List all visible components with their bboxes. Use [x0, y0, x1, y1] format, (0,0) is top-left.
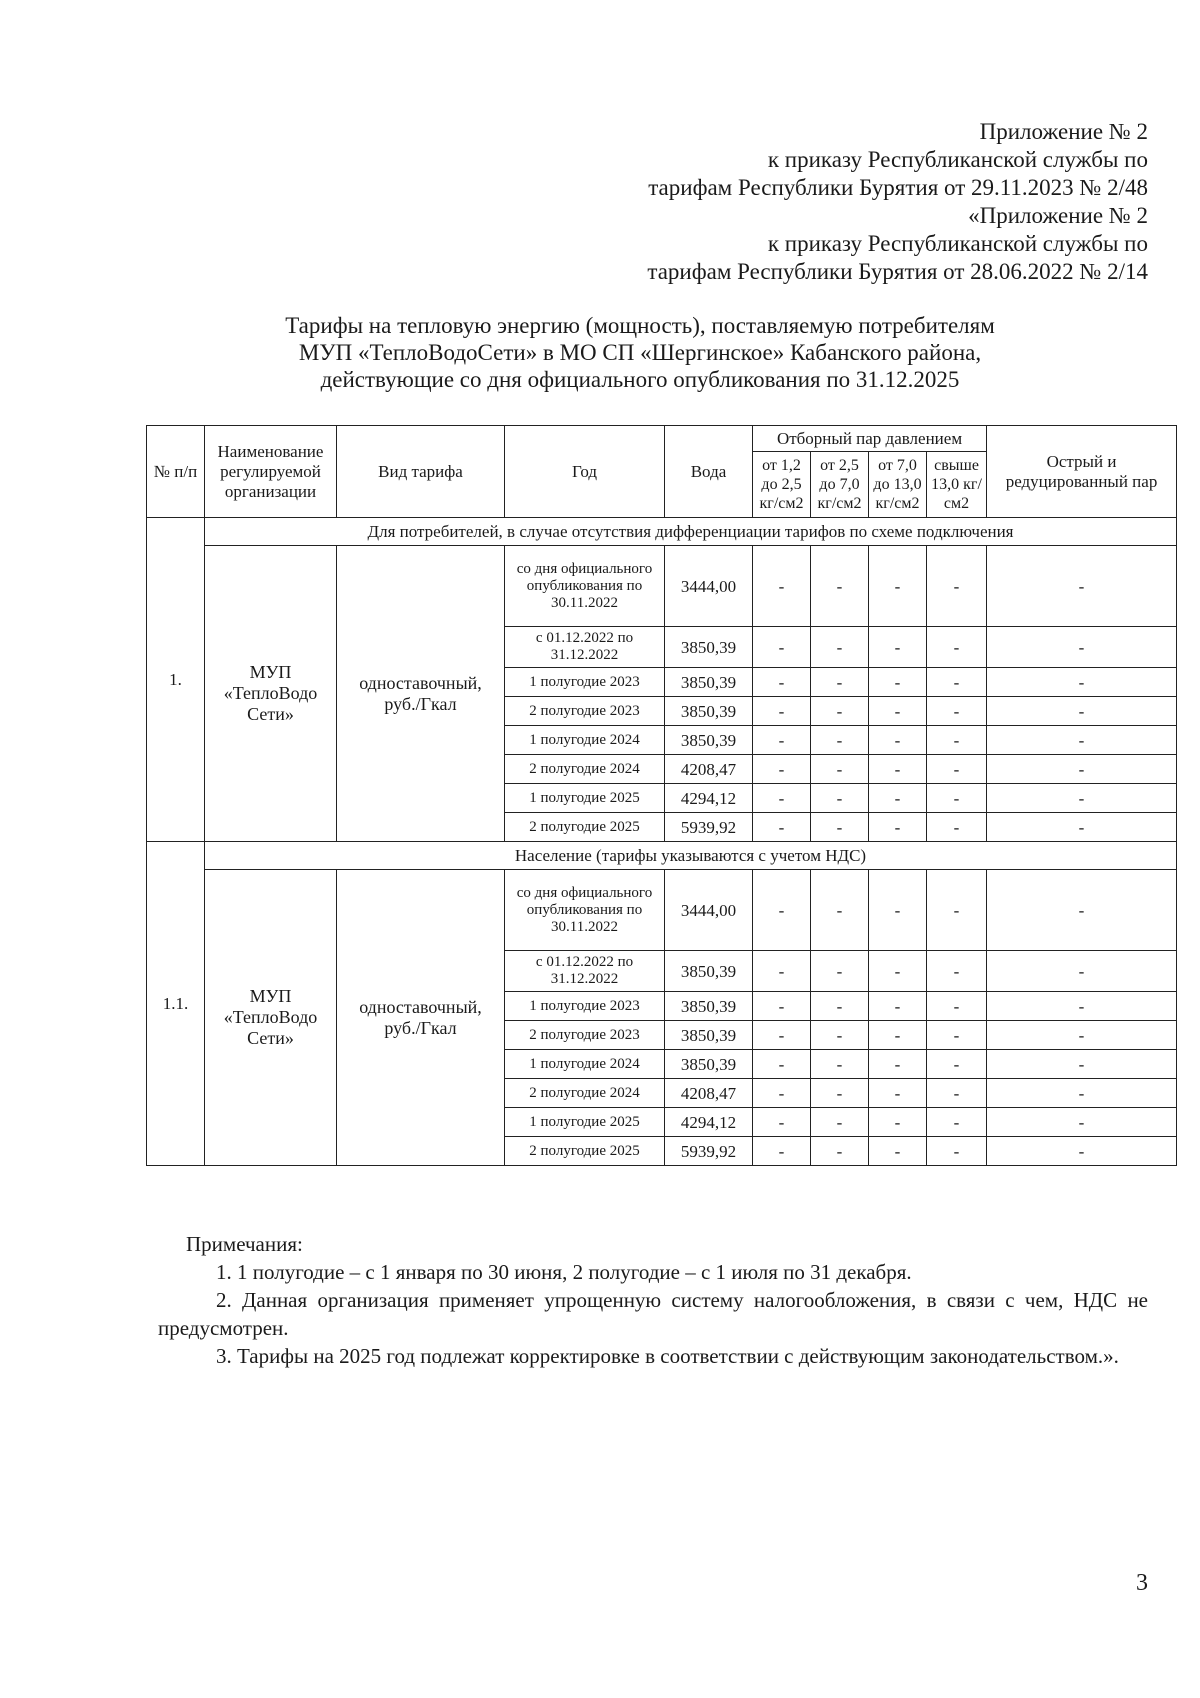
header-water: Вода: [665, 426, 753, 518]
header-line: тарифам Республики Бурятия от 29.11.2023 № 2/48: [648, 175, 1148, 200]
steam-3-value: -: [869, 784, 927, 813]
steam-2-value: -: [811, 870, 869, 951]
sharp-steam-value: -: [987, 1108, 1177, 1137]
steam-3-value: -: [869, 1079, 927, 1108]
steam-1-value: -: [753, 1021, 811, 1050]
document-title: [140, 312, 1140, 393]
note-item: 2. Данная организация применяет упрощенную систему налогообложения, в связи с чем, НДС не предусмотрен.: [158, 1288, 1148, 1340]
steam-1-value: -: [753, 726, 811, 755]
title-line: МУП «ТеплоВодоСети» в МО СП «Шергинское» Кабанского района,: [298, 340, 982, 365]
steam-4-value: -: [927, 1108, 987, 1137]
steam-1-value: -: [753, 755, 811, 784]
steam-4-value: -: [927, 1079, 987, 1108]
year-cell: 1 полугодие 2023: [505, 992, 665, 1021]
steam-3-value: -: [869, 992, 927, 1021]
steam-2-value: -: [811, 1079, 869, 1108]
steam-2-value: -: [811, 668, 869, 697]
table-row: [147, 546, 1177, 627]
steam-3-value: -: [869, 813, 927, 842]
year-cell: со дня официального опубликования по 30.11.2022: [505, 870, 665, 951]
row-number: 1.: [147, 518, 205, 842]
sharp-steam-value: -: [987, 813, 1177, 842]
year-cell: 2 полугодие 2024: [505, 1079, 665, 1108]
steam-3-value: -: [869, 1021, 927, 1050]
sharp-steam-value: -: [987, 1021, 1177, 1050]
steam-1-value: -: [753, 1050, 811, 1079]
title-line: действующие со дня официального опубликования по 31.12.2025: [320, 367, 960, 392]
steam-1-value: -: [753, 784, 811, 813]
sharp-steam-value: -: [987, 726, 1177, 755]
steam-4-value: -: [927, 1137, 987, 1166]
steam-3-value: -: [869, 1137, 927, 1166]
year-cell: со дня официального опубликования по 30.11.2022: [505, 546, 665, 627]
header-steam-4: свыше 13,0 кг/см2: [927, 452, 987, 518]
steam-4-value: -: [927, 726, 987, 755]
steam-4-value: -: [927, 870, 987, 951]
steam-2-value: -: [811, 813, 869, 842]
sharp-steam-value: -: [987, 755, 1177, 784]
water-value: 3850,39: [665, 668, 753, 697]
water-value: 5939,92: [665, 813, 753, 842]
sharp-steam-value: -: [987, 1079, 1177, 1108]
year-cell: 2 полугодие 2023: [505, 697, 665, 726]
water-value: 3850,39: [665, 627, 753, 668]
header-num: № п/п: [147, 426, 205, 518]
steam-4-value: -: [927, 697, 987, 726]
steam-1-value: -: [753, 697, 811, 726]
steam-2-value: -: [811, 1021, 869, 1050]
year-cell: с 01.12.2022 по 31.12.2022: [505, 951, 665, 992]
sharp-steam-value: -: [987, 1137, 1177, 1166]
header-year: Год: [505, 426, 665, 518]
year-cell: с 01.12.2022 по 31.12.2022: [505, 627, 665, 668]
steam-4-value: -: [927, 627, 987, 668]
section-title-row: [147, 842, 1177, 870]
steam-1-value: -: [753, 546, 811, 627]
section-title: Население (тарифы указываются с учетом НДС): [205, 842, 1177, 870]
note-item: 1. 1 полугодие – с 1 января по 30 июня, 2 полугодие – с 1 июля по 31 декабря.: [216, 1260, 912, 1284]
steam-3-value: -: [869, 870, 927, 951]
water-value: 3850,39: [665, 992, 753, 1021]
water-value: 4208,47: [665, 755, 753, 784]
steam-2-value: -: [811, 755, 869, 784]
steam-2-value: -: [811, 1137, 869, 1166]
water-value: 3850,39: [665, 1021, 753, 1050]
steam-1-value: -: [753, 813, 811, 842]
year-cell: 1 полугодие 2025: [505, 784, 665, 813]
steam-1-value: -: [753, 627, 811, 668]
table-body: [147, 518, 1177, 1166]
steam-1-value: -: [753, 1137, 811, 1166]
steam-4-value: -: [927, 668, 987, 697]
steam-2-value: -: [811, 784, 869, 813]
steam-4-value: -: [927, 951, 987, 992]
year-cell: 2 полугодие 2024: [505, 755, 665, 784]
steam-1-value: -: [753, 1079, 811, 1108]
year-cell: 1 полугодие 2023: [505, 668, 665, 697]
sharp-steam-value: -: [987, 668, 1177, 697]
sharp-steam-value: -: [987, 1050, 1177, 1079]
water-value: 3444,00: [665, 870, 753, 951]
water-value: 3850,39: [665, 726, 753, 755]
sharp-steam-value: -: [987, 784, 1177, 813]
steam-2-value: -: [811, 627, 869, 668]
steam-2-value: -: [811, 697, 869, 726]
header-line: «Приложение № 2: [968, 203, 1148, 228]
steam-1-value: -: [753, 668, 811, 697]
year-cell: 1 полугодие 2025: [505, 1108, 665, 1137]
steam-3-value: -: [869, 697, 927, 726]
steam-1-value: -: [753, 1108, 811, 1137]
steam-4-value: -: [927, 755, 987, 784]
tariff-type: одноставочный, руб./Гкал: [337, 546, 505, 842]
tariff-table: [146, 425, 1177, 1166]
header-row: [147, 426, 1177, 452]
sharp-steam-value: -: [987, 627, 1177, 668]
steam-1-value: -: [753, 992, 811, 1021]
header-steam-group: Отборный пар давлением: [753, 426, 987, 452]
notes-block: [158, 1230, 1148, 1370]
steam-3-value: -: [869, 668, 927, 697]
year-cell: 1 полугодие 2024: [505, 726, 665, 755]
header-steam-2: от 2,5 до 7,0 кг/см2: [811, 452, 869, 518]
steam-4-value: -: [927, 813, 987, 842]
water-value: 4294,12: [665, 1108, 753, 1137]
header-line: к приказу Республиканской службы по: [767, 147, 1148, 172]
year-cell: 2 полугодие 2023: [505, 1021, 665, 1050]
steam-3-value: -: [869, 726, 927, 755]
header-line: Приложение № 2: [979, 119, 1148, 144]
water-value: 3850,39: [665, 951, 753, 992]
header-tariff-type: Вид тарифа: [337, 426, 505, 518]
steam-1-value: -: [753, 870, 811, 951]
steam-2-value: -: [811, 726, 869, 755]
steam-3-value: -: [869, 546, 927, 627]
year-cell: 2 полугодие 2025: [505, 1137, 665, 1166]
sharp-steam-value: -: [987, 992, 1177, 1021]
steam-2-value: -: [811, 1108, 869, 1137]
steam-4-value: -: [927, 784, 987, 813]
steam-4-value: -: [927, 546, 987, 627]
steam-3-value: -: [869, 627, 927, 668]
water-value: 4294,12: [665, 784, 753, 813]
steam-4-value: -: [927, 1021, 987, 1050]
year-cell: 1 полугодие 2024: [505, 1050, 665, 1079]
steam-2-value: -: [811, 951, 869, 992]
steam-3-value: -: [869, 1108, 927, 1137]
note-item: 3. Тарифы на 2025 год подлежат корректировке в соответствии с действующим законодательством.».: [216, 1344, 1119, 1368]
title-line: Тарифы на тепловую энергию (мощность), поставляемую потребителям: [285, 313, 995, 338]
organization-name: МУП «ТеплоВодо Сети»: [205, 546, 337, 842]
page-number: 3: [1136, 1570, 1148, 1596]
header-line: тарифам Республики Бурятия от 28.06.2022 № 2/14: [647, 259, 1148, 284]
sharp-steam-value: -: [987, 697, 1177, 726]
section-title: Для потребителей, в случае отсутствия дифференциации тарифов по схеме подключения: [205, 518, 1177, 546]
steam-2-value: -: [811, 992, 869, 1021]
header-org: Наименование регулируемой организации: [205, 426, 337, 518]
steam-2-value: -: [811, 546, 869, 627]
approval-header: [348, 118, 1148, 286]
header-line: к приказу Республиканской службы по: [767, 231, 1148, 256]
steam-3-value: -: [869, 1050, 927, 1079]
water-value: 4208,47: [665, 1079, 753, 1108]
year-cell: 2 полугодие 2025: [505, 813, 665, 842]
steam-4-value: -: [927, 992, 987, 1021]
steam-2-value: -: [811, 1050, 869, 1079]
header-sharp-steam: Острый и редуцированный пар: [987, 426, 1177, 518]
steam-4-value: -: [927, 1050, 987, 1079]
sharp-steam-value: -: [987, 870, 1177, 951]
water-value: 3850,39: [665, 697, 753, 726]
header-steam-1: от 1,2 до 2,5 кг/см2: [753, 452, 811, 518]
sharp-steam-value: -: [987, 951, 1177, 992]
notes-title: Примечания:: [186, 1232, 303, 1256]
tariff-type: одноставочный, руб./Гкал: [337, 870, 505, 1166]
steam-3-value: -: [869, 951, 927, 992]
sharp-steam-value: -: [987, 546, 1177, 627]
row-number: 1.1.: [147, 842, 205, 1166]
table-row: [147, 870, 1177, 951]
steam-3-value: -: [869, 755, 927, 784]
water-value: 3850,39: [665, 1050, 753, 1079]
section-title-row: [147, 518, 1177, 546]
organization-name: МУП «ТеплоВодо Сети»: [205, 870, 337, 1166]
water-value: 3444,00: [665, 546, 753, 627]
water-value: 5939,92: [665, 1137, 753, 1166]
header-steam-3: от 7,0 до 13,0 кг/см2: [869, 452, 927, 518]
steam-1-value: -: [753, 951, 811, 992]
